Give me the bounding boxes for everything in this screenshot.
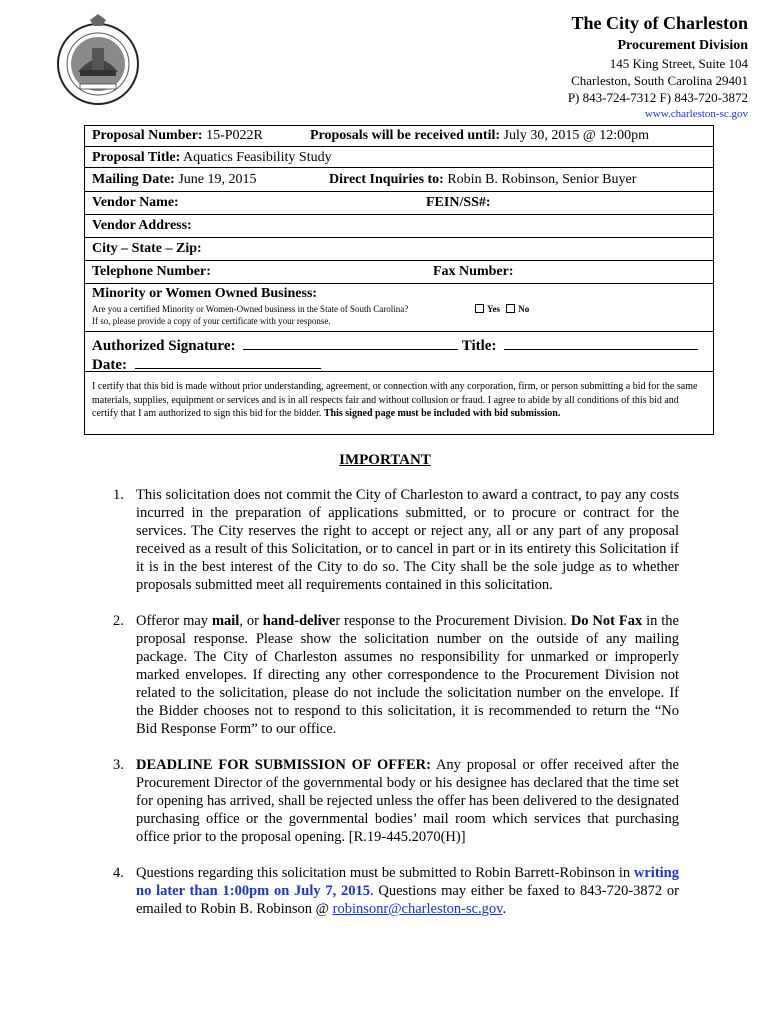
item-text: . — [502, 901, 507, 917]
fein-field[interactable]: FEIN/SS#: — [426, 195, 491, 210]
mailing-date-row — [85, 168, 713, 192]
item-text: . Questions may either be faxed to 843-720-3872 or emailed to Robin B. Robinson @ — [136, 883, 679, 917]
list-item — [113, 756, 679, 846]
instructions-list — [113, 486, 679, 936]
proposal-title-label: Proposal Title: — [92, 150, 181, 165]
proposal-title-row — [85, 147, 713, 168]
city-state-zip: Charleston, South Carolina 29401 — [571, 73, 748, 88]
mwob-question: Are you a certified Minority or Women-Owned business in the State of South Carolina? — [92, 304, 409, 314]
important-heading: IMPORTANT — [339, 452, 431, 468]
item-text: Questions regarding this solicitation must be submitted to Robin Barrett-Robinson in — [136, 865, 634, 881]
item-text: This solicitation does not commit the City of Charleston to award a contract, to pay any costs incurred in the preparation of applications submitted, or to procure or contract for the services. The City reserves the right to accept or reject any, all or any part of any proposal received as a result of this Solicitation, or to cancel in part or in its entirety this Solicitation if it is in the best interest of the City to do so. The City shall be the sole judge as to whether proposals submitted meet all requirements contained in this solicitation. — [136, 487, 679, 593]
vendor-name-label: Vendor Name: — [92, 195, 179, 210]
telephone-label: Telephone Number: — [92, 264, 211, 279]
mwob-no-label: No — [518, 304, 530, 314]
city-state-zip-field[interactable] — [85, 238, 713, 261]
inquiries-label: Direct Inquiries to: — [329, 172, 444, 187]
division-name: Procurement Division — [617, 38, 748, 53]
proposal-title-value: Aquatics Feasibility Study — [183, 150, 332, 165]
signature-label: Authorized Signature: — [92, 338, 236, 354]
letterhead — [568, 12, 748, 122]
city-name: The City of Charleston — [571, 13, 748, 33]
proposal-form — [84, 125, 714, 435]
item-emphasis: Do Not Fax — [570, 613, 643, 629]
item-text: Any proposal or offer received after the Procurement Director of the governmental body or his designee has declared that the time set for opening has arrived, shall be rejected unless the offer has been delivered to the designated purchasing office or the governmental bodies’ mail room which services that purchasing office prior to the proposal opening. [R.19-445.2070(H)] — [136, 757, 679, 845]
street-address: 145 King Street, Suite 104 — [609, 56, 748, 71]
proposal-number-label: Proposal Number: — [92, 128, 203, 143]
received-until-value: July 30, 2015 @ 12:00pm — [503, 128, 650, 143]
date-line[interactable] — [135, 355, 321, 369]
item-number: 4. — [113, 865, 124, 881]
mwob-note: If so, please provide a copy of your certificate with your response. — [92, 316, 331, 326]
email-link[interactable]: robinsonr@charleston-sc.gov — [332, 901, 503, 917]
title-line[interactable] — [504, 336, 698, 350]
fax-field[interactable]: Fax Number: — [433, 264, 514, 279]
question-deadline: writing no later than 1:00pm on July 7, 2015 — [136, 865, 679, 899]
item-number: 3. — [113, 757, 124, 773]
mwob-section — [85, 284, 713, 332]
item-emphasis: mail — [211, 613, 240, 629]
mwob-yes-label: Yes — [487, 304, 500, 314]
item-text: in the proposal response. Please show the solicitation number on the outside of any mailing package. The City of Charleston assumes no responsibility for unmarked or improperly marked envelopes. If directing any other correspondence to the Procurement Division not related to the solicitation, please do not include the solicitation number on the envelope. If the Bidder chooses not to respond to this solicitation, it is recommended to return the “No Bid Response Form” to our office. — [136, 613, 679, 737]
item-emphasis: hand-delive — [262, 613, 336, 629]
item-text: r response to the Procurement Division. — [335, 613, 571, 629]
mwob-yes-checkbox[interactable] — [475, 304, 484, 313]
city-state-zip-label: City – State – Zip: — [92, 241, 202, 256]
phone-fax: P) 843-724-7312 F) 843-720-3872 — [567, 90, 748, 105]
date-label: Date: — [92, 357, 127, 373]
signature-line[interactable] — [243, 336, 458, 350]
vendor-address-field[interactable] — [85, 215, 713, 238]
certification-text — [85, 372, 713, 434]
list-item — [113, 864, 679, 918]
mailing-date-label: Mailing Date: — [92, 172, 175, 187]
proposal-number-row — [85, 126, 713, 147]
item-text: Offeror may — [136, 613, 212, 629]
certify-required-note: This signed page must be included with bid submission. — [323, 408, 561, 419]
mailing-date-value: June 19, 2015 — [178, 172, 257, 187]
item-emphasis: DEADLINE FOR SUBMISSION OF OFFER: — [136, 757, 431, 773]
vendor-name-field[interactable] — [85, 192, 713, 215]
telephone-field[interactable] — [85, 261, 713, 284]
mwob-no-checkbox[interactable] — [506, 304, 515, 313]
list-item — [113, 612, 679, 738]
signature-section — [85, 332, 713, 372]
list-item — [113, 486, 679, 594]
website-link[interactable]: www.charleston-sc.gov — [644, 108, 748, 120]
inquiries-value: Robin B. Robinson, Senior Buyer — [447, 172, 637, 187]
item-number: 1. — [113, 487, 124, 503]
vendor-address-label: Vendor Address: — [92, 218, 192, 233]
certify-statement: I certify that this bid is made without prior understanding, agreement, or connection with any corporation, firm, or person submitting a bid for the same materials, supplies, equipment or services and is in all respects fair and without collusion or fraud. I agree to abide by all conditions of this bid and certify that I am authorized to sign this bid for the bidder. — [92, 381, 698, 419]
item-number: 2. — [113, 613, 124, 629]
city-seal-logo — [50, 12, 146, 108]
received-until-label: Proposals will be received until: — [310, 128, 501, 143]
sig-title-label: Title: — [461, 338, 497, 354]
item-text: , or — [239, 613, 263, 629]
proposal-number-value: 15-P022R — [206, 128, 263, 143]
mwob-title: Minority or Women Owned Business: — [92, 286, 318, 301]
